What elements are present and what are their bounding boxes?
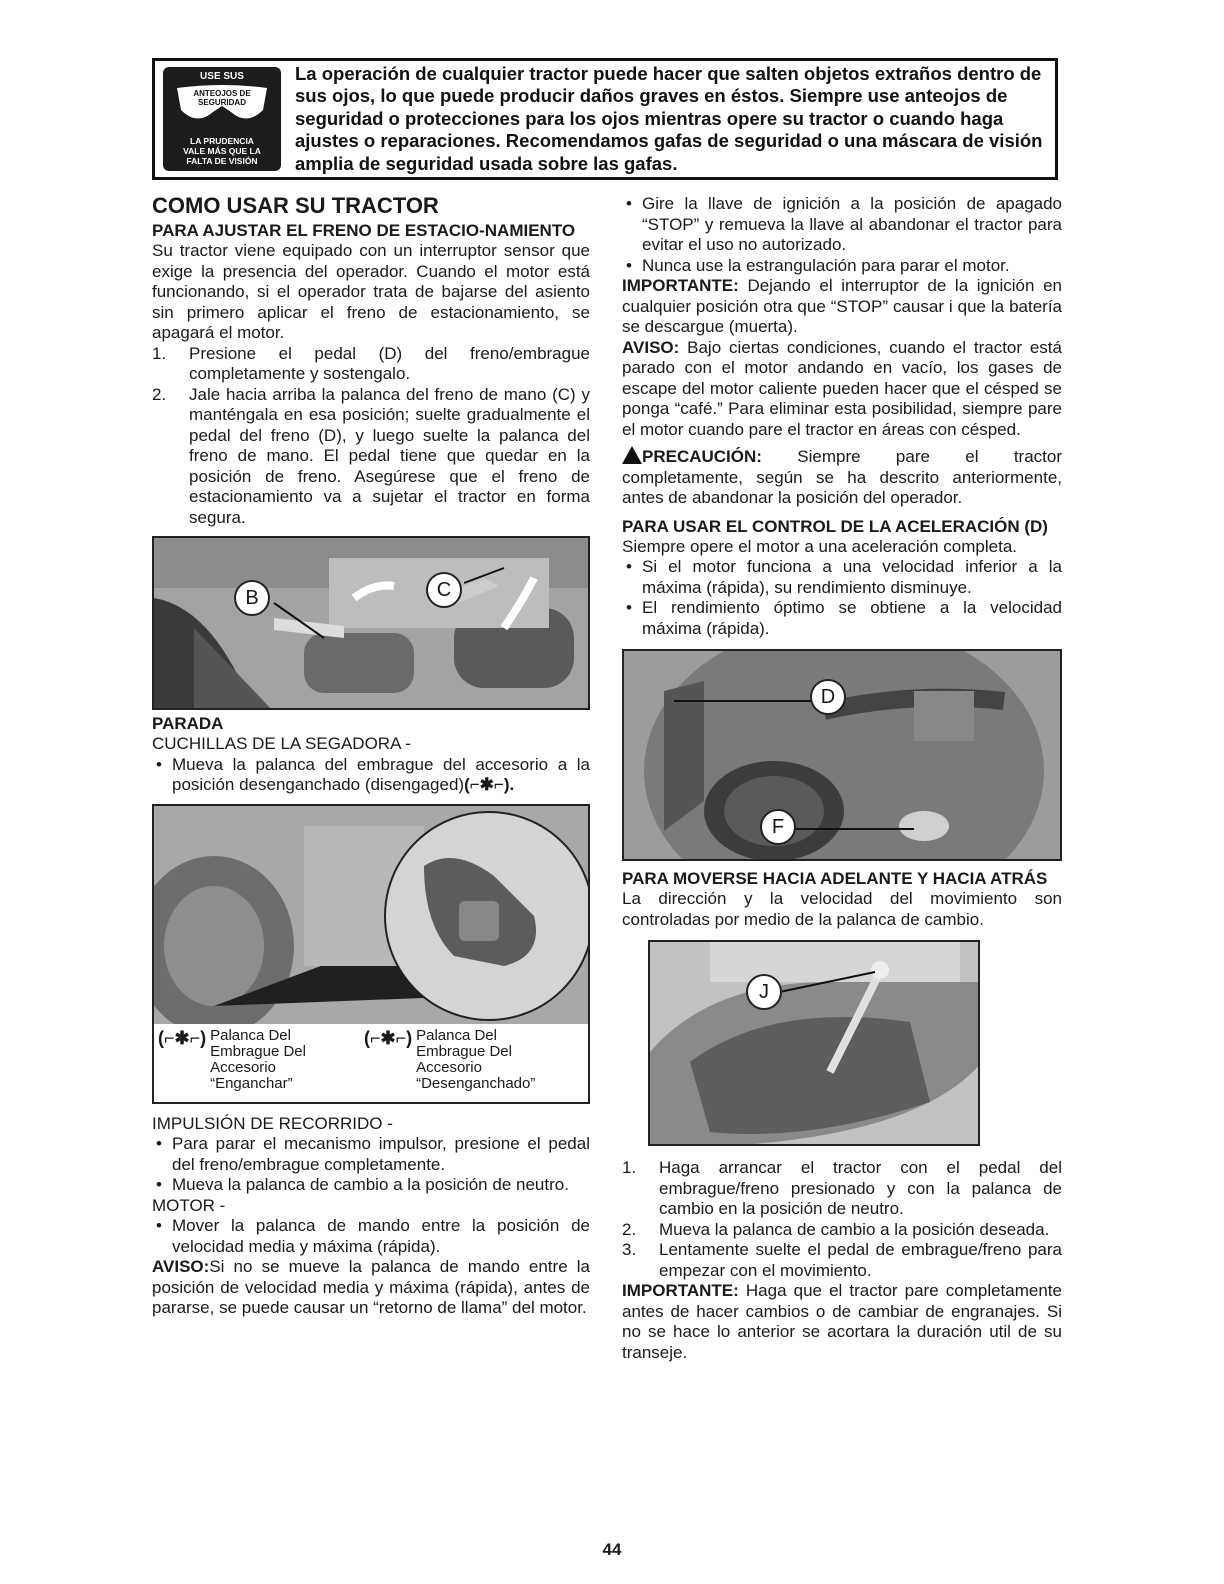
stop-list bbox=[622, 194, 1062, 276]
clutch-captions bbox=[154, 1024, 588, 1100]
acel-heading: PARA USAR EL CONTROL DE LA ACELERACIÓN (D) bbox=[622, 516, 1048, 536]
list-item: • Nunca use la estrangulación para parar el motor. bbox=[626, 255, 1010, 275]
badge-bottom-text-1: LA PRUDENCIA bbox=[190, 136, 254, 146]
list-item: • Mover la palanca de mando entre la posición de velocidad media y máxima (rápida). bbox=[156, 1216, 590, 1256]
label-j: J bbox=[746, 974, 782, 1010]
caption-engage: (⌐✱⌐) Palanca Del Embrague Del Accesorio “Enganchar” bbox=[154, 1028, 364, 1100]
list-item: • Mueva la palanca de cambio a la posición de neutro. bbox=[156, 1175, 569, 1194]
label-d: D bbox=[810, 679, 846, 715]
list-item: • Si el motor funciona a una velocidad inferior a la máxima (rápida), su rendimiento disminuye. bbox=[626, 557, 1062, 597]
badge-bottom-text-2: VALE MÁS QUE LA bbox=[183, 146, 261, 156]
label-f: F bbox=[760, 809, 796, 845]
warning-triangle-icon bbox=[622, 446, 642, 464]
freno-heading: PARA AJUSTAR EL FRENO DE ESTACIO-NAMIENTO bbox=[152, 221, 576, 240]
badge-mid-text-2: SEGURIDAD bbox=[197, 98, 246, 107]
brake-figure bbox=[152, 536, 590, 710]
impulsion-heading: IMPULSIÓN DE RECORRIDO - bbox=[152, 1113, 393, 1133]
clutch-disengage-icon: (⌐✱⌐) bbox=[364, 1027, 413, 1048]
list-item: • Gire la llave de ignición a la posición de apagado “STOP” y remueva la llave al abandonar el tractor para evitar el uso no autorizado. bbox=[626, 194, 1062, 254]
right-column bbox=[622, 194, 1062, 1363]
motor-list bbox=[152, 1216, 590, 1257]
label-c: C bbox=[426, 572, 462, 608]
throttle-photo bbox=[624, 651, 1062, 861]
shift-lever-photo bbox=[650, 942, 980, 1146]
motor-heading: MOTOR - bbox=[152, 1195, 226, 1215]
label-b: B bbox=[234, 580, 270, 616]
cuchillas-list bbox=[152, 755, 590, 796]
list-item: • El rendimiento óptimo se obtiene a la velocidad máxima (rápida). bbox=[626, 598, 1062, 638]
acel-text: Siempre opere el motor a una aceleración completa. bbox=[622, 536, 1017, 556]
list-item: 1. Presione el pedal (D) del freno/embrague completamente y sostengalo. bbox=[152, 343, 590, 383]
parada-heading: PARADA bbox=[152, 714, 224, 733]
clutch-engage-icon: (⌐✱⌐) bbox=[158, 1027, 207, 1048]
cuchillas-heading: CUCHILLAS DE LA SEGADORA - bbox=[152, 734, 411, 753]
caption-disengage: (⌐✱⌐) Palanca Del Embrague Del Accesorio “Desenganchado” bbox=[364, 1028, 584, 1100]
throttle-figure bbox=[622, 649, 1062, 861]
safety-warning-banner bbox=[152, 58, 1058, 180]
importante-1: IMPORTANTE: Dejando el interruptor de la ignición en cualquier posición otra que “STOP” causar i que la batería se descargue (muerta). bbox=[622, 276, 1062, 336]
acel-list bbox=[622, 557, 1062, 639]
clutch-icon: (⌐✱⌐). bbox=[464, 775, 515, 794]
page-title: COMO USAR SU TRACTOR bbox=[152, 193, 439, 218]
warning-text: La operación de cualquier tractor puede hacer que salten objetos extraños dentro de sus ojos, lo que puede producir daños graves en éstos. Siempre use anteojos de seguridad o protecciones para los ojos mientras opere su tractor o cuando haga ajustes o reparaciones. Recomendamos gafas de seguridad o una máscara de visión amplia de seguridad usada sobre las gafas. bbox=[295, 62, 1043, 174]
clutch-figure bbox=[152, 804, 590, 1104]
mover-steps bbox=[622, 1158, 1062, 1281]
shift-lever-figure bbox=[648, 940, 980, 1146]
freno-intro: Su tractor viene equipado con un interruptor sensor que exige la presencia del operador. Cuando el motor está funcionando, si el operador trata de bajarse del asiento sin primero aplicar el freno de estacionamiento, se apagará el motor. bbox=[152, 241, 590, 342]
list-item: • Para parar el mecanismo impulsor, presione el pedal del freno/embrague completamente. bbox=[156, 1134, 590, 1174]
left-column bbox=[152, 194, 590, 1319]
list-item: 2. Jale hacia arriba la palanca del freno de mano (C) y manténgala en esa posición; suelte gradualmente el pedal del freno (D), y luego suelte la palanca del freno de mano. El pedal tiene que quedar en la posición de freno. Asegúrese que el freno de estacionamiento va a sujetar el tractor en forma segura. bbox=[152, 384, 590, 527]
precaucion: PRECAUCIÓN: Siempre pare el tractor completamente, según se ha descrito anteriormente, antes de abandonar la posición del operador. bbox=[622, 447, 1062, 507]
brake-photo bbox=[154, 538, 590, 710]
badge-bottom-text-3: FALTA DE VISIÓN bbox=[186, 156, 258, 166]
aviso-right: AVISO: Bajo ciertas condiciones, cuando el tractor está parado con el motor andando en vacío, los gases de escape del motor caliente pueden hacer que el césped se ponga “café.” Para eliminar esta posibilidad, siempre pare el motor cuando pare el tractor en áreas con césped. bbox=[622, 337, 1062, 439]
badge-mid-text-1: ANTEOJOS DE bbox=[193, 89, 251, 98]
clutch-photo bbox=[154, 806, 588, 1024]
importante-2: IMPORTANTE: Haga que el tractor pare completamente antes de hacer cambios o de cambiar de engranajes. Si no se hace lo anterior se acortara la duración util de su transeje. bbox=[622, 1281, 1062, 1362]
aviso-left: AVISO:Si no se mueve la palanca de mando entre la posición de velocidad media y máxima (rápida), antes de pararse, se puede causar un “retorno de llama” del motor. bbox=[152, 1257, 590, 1317]
list-item: 1. Haga arrancar el tractor con el pedal del embrague/freno presionado y con la palanca de cambio en la posición de neutro. bbox=[622, 1158, 1062, 1218]
impulsion-list bbox=[152, 1134, 590, 1196]
list-item: 3. Lentamente suelte el pedal de embrague/freno para empezar con el movimiento. bbox=[622, 1240, 1062, 1280]
badge-top-text: USE SUS bbox=[200, 71, 244, 82]
mover-heading: PARA MOVERSE HACIA ADELANTE Y HACIA ATRÁS bbox=[622, 869, 1048, 888]
list-item: • Mueva la palanca del embrague del accesorio a la posición desenganchado (disengaged)(⌐✱⌐). bbox=[156, 754, 590, 794]
freno-steps bbox=[152, 344, 590, 529]
safety-glasses-badge bbox=[163, 67, 281, 171]
mover-text: La dirección y la velocidad del movimiento son controladas por medio de la palanca de cambio. bbox=[622, 889, 1062, 929]
list-item: 2. Mueva la palanca de cambio a la posición deseada. bbox=[622, 1219, 1050, 1239]
page-number: 44 bbox=[602, 1540, 622, 1559]
